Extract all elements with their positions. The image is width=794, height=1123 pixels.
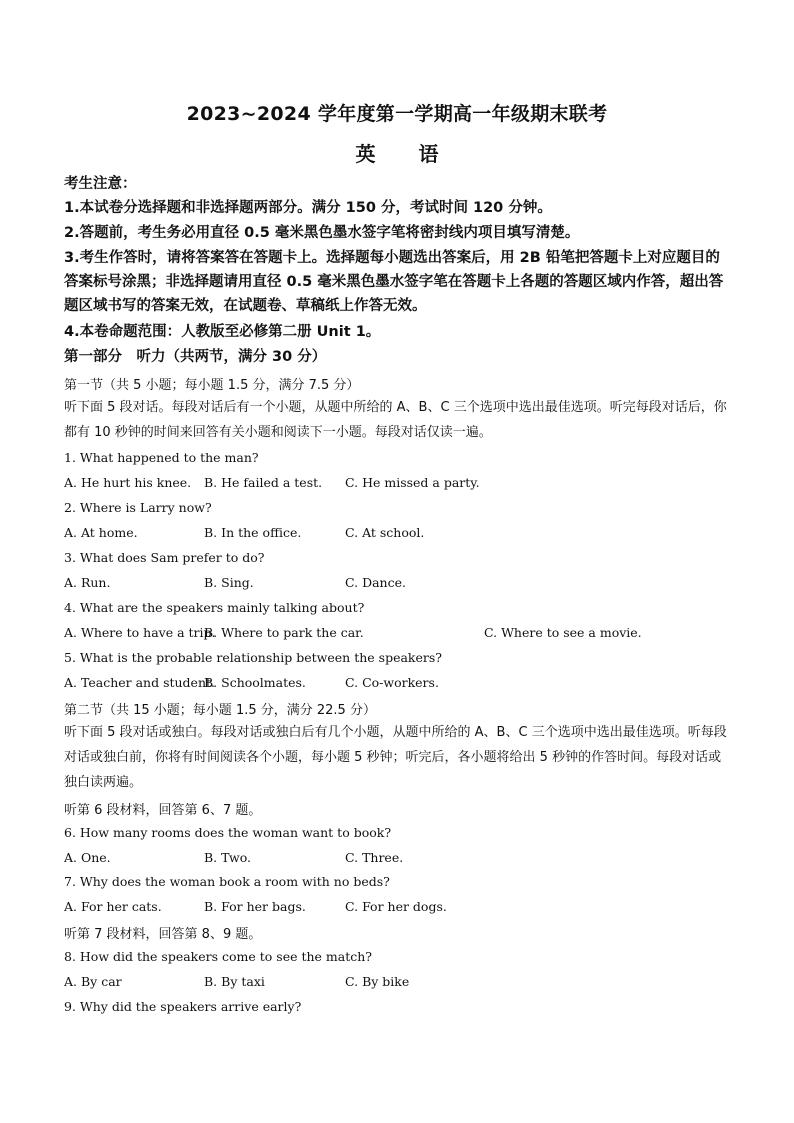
part1-heading: 第一部分 听力（共两节，满分 30 分）	[64, 349, 327, 365]
notice-item-3: 3.考生作答时，请将答案答在答题卡上。选择题每小题选出答案后，用 2B 铅笔把答题卡上对应题目的答案标号涂黑；非选择题请用直径 0.5 毫米黑色墨水签字笔在答题卡上各题的答题区域内作答，超出答题区域书写的答案无效，在试题卷、草稿纸上作答无效。	[64, 250, 724, 314]
option-c: C. Where to see a movie.	[484, 625, 642, 640]
option-a: A. He hurt his knee.	[64, 475, 192, 490]
option-c: C. By bike	[345, 974, 410, 989]
option-b: B. Where to park the car.	[204, 625, 364, 640]
notice-item-2: 2.答题前，考生务必用直径 0.5 毫米黑色墨水签字笔将密封线内项目填写清楚。	[64, 225, 580, 241]
option-a: A. By car	[64, 974, 122, 989]
question-7: 7. Why does the woman book a room with no beds?	[64, 874, 390, 889]
question-3: 3. What does Sam prefer to do?	[64, 550, 265, 565]
question-6: 6. How many rooms does the woman want to book?	[64, 825, 392, 840]
notice-item-1: 1.本试卷分选择题和非选择题两部分。满分 150 分，考试时间 120 分钟。	[64, 200, 552, 216]
exam-title: 2023~2024 学年度第一学期高一年级期末联考	[186, 103, 608, 125]
section1-heading: 第一节（共 5 小题；每小题 1.5 分，满分 7.5 分）	[64, 378, 360, 393]
question-5: 5. What is the probable relationship between the speakers?	[64, 650, 442, 665]
section2-heading: 第二节（共 15 小题；每小题 1.5 分，满分 22.5 分）	[64, 703, 376, 718]
question-4: 4. What are the speakers mainly talking about?	[64, 600, 365, 615]
section1-instructions: 听下面 5 段对话。每段对话后有一个小题，从题中所给的 A、B、C 三个选项中选出最佳选项。听完每段对话后，你都有 10 秒钟的时间来回答有关小题和阅读下一小题。每段对话仅读一遍。	[64, 400, 727, 440]
option-b: B. In the office.	[204, 525, 302, 540]
option-c: C. Co-workers.	[345, 675, 439, 690]
option-b: B. For her bags.	[204, 899, 306, 914]
option-c: C. For her dogs.	[345, 899, 447, 914]
option-b: B. Schoolmates.	[204, 675, 306, 690]
material-7-intro: 听第 7 段材料，回答第 8、9 题。	[64, 927, 262, 942]
option-b: B. Two.	[204, 850, 252, 865]
question-8: 8. How did the speakers come to see the match?	[64, 949, 373, 964]
section2-instructions: 听下面 5 段对话或独白。每段对话或独白后有几个小题，从题中所给的 A、B、C 三个选项中选出最佳选项。听每段对话或独白前，你将有时间阅读各个小题，每小题 5 秒钟；听完后，各小题将给出 5 秒钟的作答时间。每段对话或独白读两遍。	[64, 725, 727, 790]
option-c: C. He missed a party.	[345, 475, 480, 490]
option-c: C. Dance.	[345, 575, 406, 590]
question-1: 1. What happened to the man?	[64, 450, 259, 465]
notice-item-4: 4.本卷命题范围：人教版至必修第二册 Unit 1。	[64, 324, 381, 340]
notice-heading: 考生注意：	[64, 176, 137, 192]
option-b: B. He failed a test.	[204, 475, 323, 490]
question-9: 9. Why did the speakers arrive early?	[64, 999, 302, 1014]
option-c: C. Three.	[345, 850, 404, 865]
option-c: C. At school.	[345, 525, 425, 540]
option-a: A. One.	[64, 850, 111, 865]
subject-title: 英 语	[355, 142, 457, 166]
option-a: A. For her cats.	[64, 899, 162, 914]
option-a: A. At home.	[64, 525, 138, 540]
option-a: A. Teacher and student.	[64, 675, 216, 690]
question-2: 2. Where is Larry now?	[64, 500, 212, 515]
option-b: B. Sing.	[204, 575, 254, 590]
option-a: A. Where to have a trip.	[64, 625, 216, 640]
option-b: B. By taxi	[204, 974, 265, 989]
option-a: A. Run.	[64, 575, 111, 590]
material-6-intro: 听第 6 段材料，回答第 6、7 题。	[64, 803, 262, 818]
